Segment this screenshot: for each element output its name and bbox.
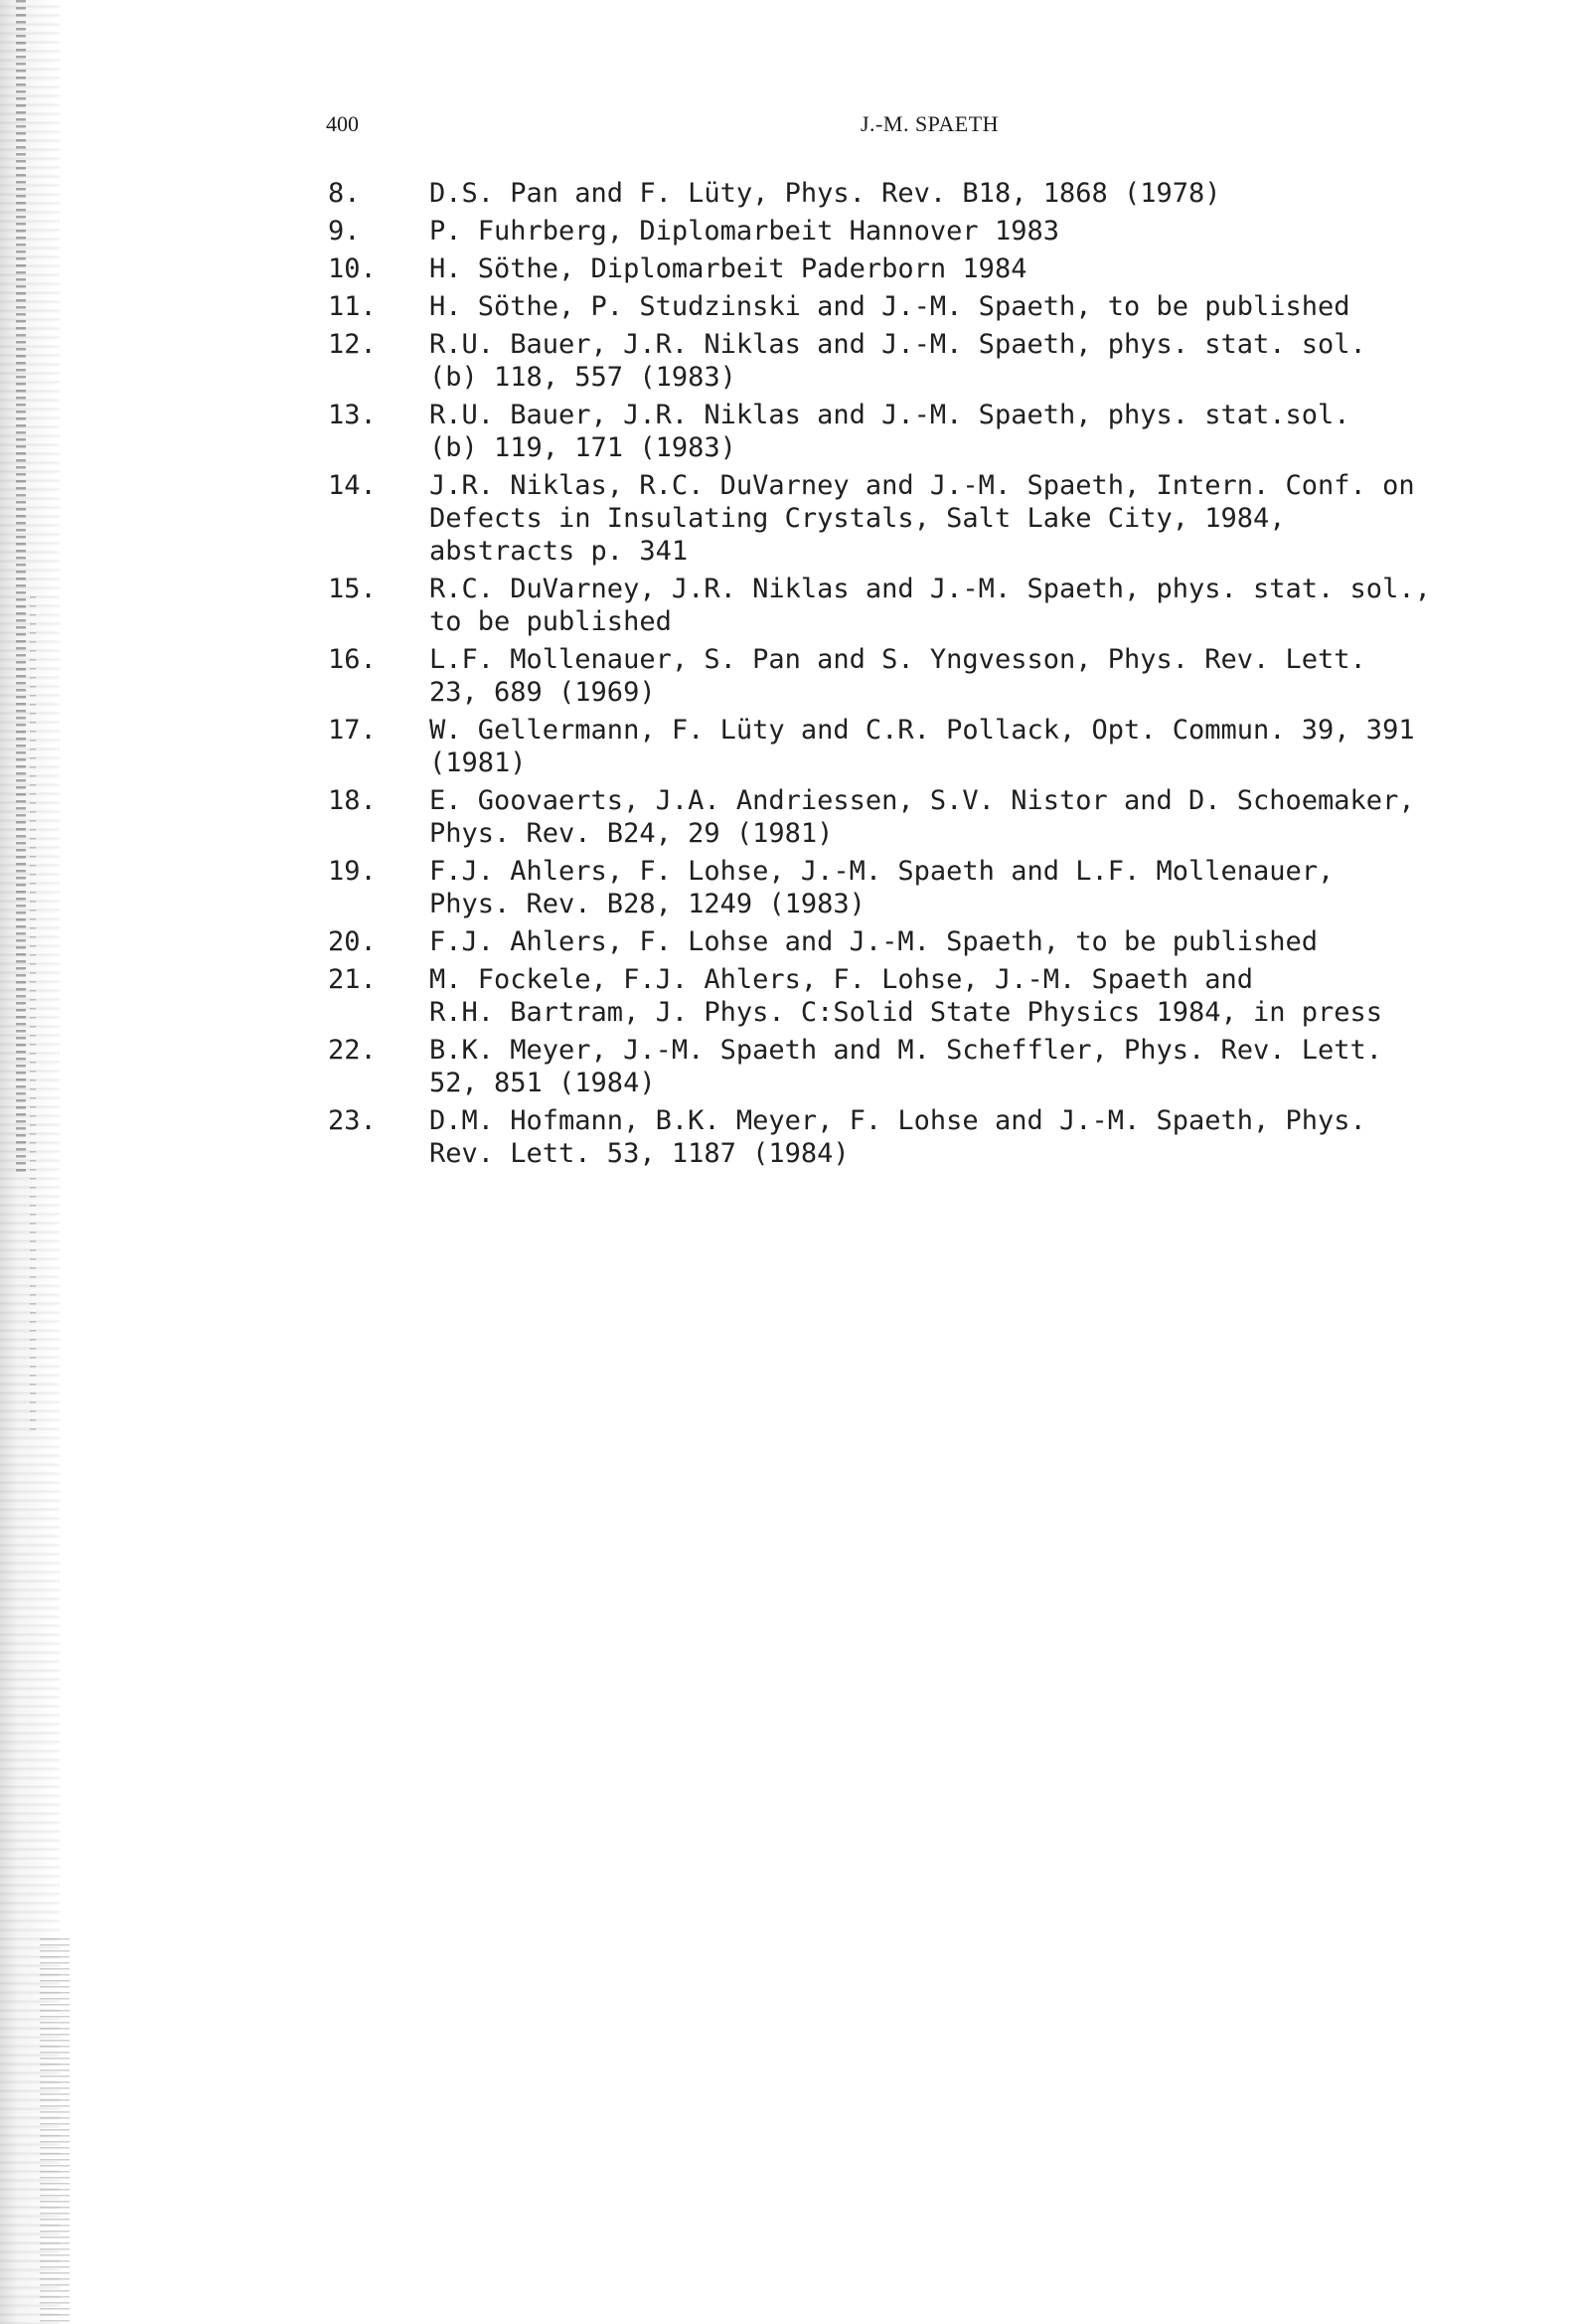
reference-line: Rev. Lett. 53, 1187 (1984) — [429, 1138, 850, 1169]
reference-line: Defects in Insulating Crystals, Salt Lake City, 1984, — [429, 503, 1286, 534]
reference-text — [429, 328, 1560, 394]
reference-item — [328, 328, 1560, 394]
running-head: J.-M. SPAETH — [861, 111, 1000, 136]
reference-text — [429, 573, 1560, 638]
reference-line: P. Fuhrberg, Diplomarbeit Hannover 1983 — [429, 216, 1059, 247]
reference-number: 16. — [328, 644, 377, 675]
reference-item — [328, 177, 1560, 210]
reference-item — [328, 784, 1560, 850]
reference-line: F.J. Ahlers, F. Lohse, J.-M. Spaeth and L.F. Mollenauer, — [429, 856, 1335, 887]
reference-line: 23, 689 (1969) — [429, 677, 656, 708]
scan-noise-strip — [40, 1938, 70, 2324]
reference-item — [328, 1104, 1560, 1170]
reference-text — [429, 1034, 1560, 1099]
reference-line: L.F. Mollenauer, S. Pan and S. Yngvesson, Phys. Rev. Lett. — [429, 644, 1366, 675]
reference-item — [328, 1034, 1560, 1099]
reference-number: 19. — [328, 856, 377, 887]
reference-line: to be published — [429, 606, 672, 637]
reference-text — [429, 1104, 1560, 1170]
reference-line: (b) 118, 557 (1983) — [429, 362, 736, 393]
reference-item — [328, 399, 1560, 464]
reference-line: (b) 119, 171 (1983) — [429, 432, 736, 463]
reference-line: W. Gellermann, F. Lüty and C.R. Pollack, Opt. Commun. 39, 391 — [429, 715, 1415, 746]
scan-edge-artifact — [0, 0, 60, 2324]
reference-number: 12. — [328, 329, 377, 360]
reference-line: D.S. Pan and F. Lüty, Phys. Rev. B18, 1868 (1978) — [429, 178, 1221, 209]
reference-number: 18. — [328, 785, 377, 816]
reference-item — [328, 469, 1560, 568]
reference-text — [429, 963, 1560, 1029]
reference-text — [429, 290, 1560, 323]
reference-line: F.J. Ahlers, F. Lohse and J.-M. Spaeth, to be published — [429, 926, 1319, 957]
reference-line: 52, 851 (1984) — [429, 1068, 656, 1098]
reference-text — [429, 784, 1560, 850]
reference-line: R.C. DuVarney, J.R. Niklas and J.-M. Spaeth, phys. stat. sol., — [429, 574, 1431, 604]
reference-text — [429, 714, 1560, 779]
reference-line: R.H. Bartram, J. Phys. C:Solid State Physics 1984, in press — [429, 997, 1383, 1028]
reference-text — [429, 215, 1560, 248]
reference-item — [328, 855, 1560, 920]
reference-number: 22. — [328, 1035, 377, 1066]
reference-line: D.M. Hofmann, B.K. Meyer, F. Lohse and J.-M. Spaeth, Phys. — [429, 1105, 1366, 1136]
reference-text — [429, 643, 1560, 709]
reference-item — [328, 252, 1560, 285]
reference-line: B.K. Meyer, J.-M. Spaeth and M. Scheffler, Phys. Rev. Lett. — [429, 1035, 1383, 1066]
reference-number: 20. — [328, 926, 377, 957]
reference-item — [328, 714, 1560, 779]
reference-line: M. Fockele, F.J. Ahlers, F. Lohse, J.-M. Spaeth and — [429, 964, 1254, 995]
reference-text — [429, 469, 1560, 568]
reference-line: Phys. Rev. B28, 1249 (1983) — [429, 889, 866, 919]
reference-item — [328, 925, 1560, 958]
reference-number: 14. — [328, 470, 377, 501]
reference-number: 15. — [328, 574, 377, 604]
reference-number: 23. — [328, 1105, 377, 1136]
reference-number: 13. — [328, 400, 377, 430]
reference-text — [429, 925, 1560, 958]
reference-number: 8. — [328, 178, 361, 209]
reference-text — [429, 177, 1560, 210]
reference-line: R.U. Bauer, J.R. Niklas and J.-M. Spaeth, phys. stat. sol. — [429, 329, 1366, 360]
reference-number: 10. — [328, 253, 377, 284]
reference-text — [429, 855, 1560, 920]
page-number: 400 — [326, 111, 359, 136]
reference-line: (1981) — [429, 747, 527, 778]
reference-line: abstracts p. 341 — [429, 536, 689, 567]
reference-number: 17. — [328, 715, 377, 746]
reference-text — [429, 399, 1560, 464]
reference-number: 11. — [328, 291, 377, 322]
reference-item — [328, 963, 1560, 1029]
reference-item — [328, 215, 1560, 248]
reference-line: Phys. Rev. B24, 29 (1981) — [429, 818, 834, 849]
reference-item — [328, 290, 1560, 323]
reference-line: E. Goovaerts, J.A. Andriessen, S.V. Nistor and D. Schoemaker, — [429, 785, 1415, 816]
reference-line: H. Söthe, P. Studzinski and J.-M. Spaeth, to be published — [429, 291, 1350, 322]
reference-line: H. Söthe, Diplomarbeit Paderborn 1984 — [429, 253, 1027, 284]
reference-text — [429, 252, 1560, 285]
reference-line: R.U. Bauer, J.R. Niklas and J.-M. Spaeth, phys. stat.sol. — [429, 400, 1350, 430]
reference-item — [328, 573, 1560, 638]
scan-noise-strip — [30, 596, 36, 1431]
scan-noise-strip — [16, 0, 26, 1173]
reference-number: 21. — [328, 964, 377, 995]
reference-number: 9. — [328, 216, 361, 247]
reference-item — [328, 643, 1560, 709]
reference-line: J.R. Niklas, R.C. DuVarney and J.-M. Spaeth, Intern. Conf. on — [429, 470, 1415, 501]
reference-list — [328, 177, 1560, 1175]
